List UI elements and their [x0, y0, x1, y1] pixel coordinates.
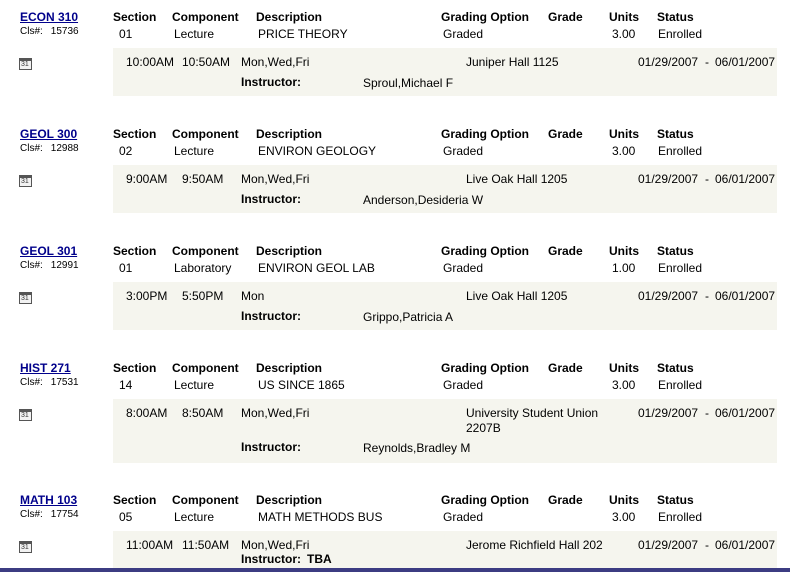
header-grading-option: Grading Option [441, 361, 529, 375]
instructor-label: Instructor: [241, 309, 301, 323]
header-section: Section [113, 493, 157, 507]
meeting-row [113, 48, 777, 96]
calendar-icon[interactable]: 31 [19, 292, 32, 304]
component-value: Lecture [174, 510, 215, 524]
date-separator: - [705, 55, 709, 69]
description-value: ENVIRON GEOL LAB [258, 261, 375, 275]
end-date: 06/01/2007 [715, 172, 776, 186]
description-value: PRICE THEORY [258, 27, 348, 41]
header-units: Units [609, 244, 639, 258]
days: Mon,Wed,Fri [241, 55, 310, 69]
instructor-name: Grippo,Patricia A [363, 310, 454, 324]
calendar-icon[interactable]: 31 [19, 175, 32, 187]
header-grading-option: Grading Option [441, 10, 529, 24]
grading-value: Graded [443, 27, 484, 41]
class-number: Cls#: 12991 [20, 260, 79, 271]
header-component: Component [172, 127, 239, 141]
start-date: 01/29/2007 [638, 406, 699, 420]
status-value: Enrolled [658, 378, 703, 392]
header-grading-option: Grading Option [441, 244, 529, 258]
date-separator: - [705, 172, 709, 186]
instructor-label: Instructor: [241, 75, 301, 89]
meeting-row [113, 399, 777, 463]
start-date: 01/29/2007 [638, 55, 699, 69]
header-grade: Grade [548, 493, 583, 507]
header-component: Component [172, 10, 239, 24]
class-number: Cls#: 17531 [20, 377, 79, 388]
units-value: 1.00 [612, 261, 636, 275]
end-date: 06/01/2007 [715, 406, 776, 420]
instructor-label: Instructor: [241, 192, 301, 206]
header-grade: Grade [548, 244, 583, 258]
days: Mon,Wed,Fri [241, 538, 310, 552]
description-value: ENVIRON GEOLOGY [258, 144, 377, 158]
meeting-row [113, 165, 777, 213]
units-value: 3.00 [612, 27, 636, 41]
instructor-label: Instructor: [241, 552, 301, 566]
description-value: US SINCE 1865 [258, 378, 345, 392]
status-value: Enrolled [658, 510, 703, 524]
class-number: Cls#: 15736 [20, 26, 79, 37]
section-value: 05 [119, 510, 133, 524]
days: Mon [241, 289, 265, 303]
description-value: MATH METHODS BUS [258, 510, 383, 524]
bottom-border [0, 568, 790, 572]
course-link[interactable]: HIST 271 [20, 361, 71, 375]
status-value: Enrolled [658, 27, 703, 41]
room: University Student Union [466, 406, 599, 420]
meeting-row [113, 531, 777, 572]
start-time: 11:00AM [126, 538, 174, 552]
header-units: Units [609, 127, 639, 141]
meeting-row [113, 282, 777, 330]
instructor-name: Anderson,Desideria W [363, 193, 484, 207]
instructor-name: TBA [307, 552, 332, 566]
room: Jerome Richfield Hall 202 [466, 538, 603, 552]
section-value: 01 [119, 261, 133, 275]
end-date: 06/01/2007 [715, 538, 776, 552]
end-time: 10:50AM [182, 55, 231, 69]
header-section: Section [113, 244, 157, 258]
header-component: Component [172, 361, 239, 375]
days: Mon,Wed,Fri [241, 172, 310, 186]
calendar-icon[interactable]: 31 [19, 541, 32, 553]
units-value: 3.00 [612, 144, 636, 158]
header-section: Section [113, 10, 157, 24]
instructor-name: Reynolds,Bradley M [363, 441, 471, 455]
section-value: 02 [119, 144, 133, 158]
instructor-label: Instructor: [241, 440, 301, 454]
header-description: Description [256, 244, 323, 258]
grading-value: Graded [443, 261, 484, 275]
days: Mon,Wed,Fri [241, 406, 310, 420]
instructor-name: Sproul,Michael F [363, 76, 454, 90]
header-section: Section [113, 127, 157, 141]
status-value: Enrolled [658, 261, 703, 275]
header-status: Status [657, 127, 694, 141]
end-time: 9:50AM [182, 172, 224, 186]
section-value: 01 [119, 27, 133, 41]
course-link[interactable]: GEOL 300 [20, 127, 78, 141]
header-units: Units [609, 10, 639, 24]
room-line2: 2207B [466, 421, 501, 435]
room: Live Oak Hall 1205 [466, 172, 568, 186]
course-link[interactable]: GEOL 301 [20, 244, 78, 258]
room: Live Oak Hall 1205 [466, 289, 568, 303]
course-link[interactable]: ECON 310 [20, 10, 79, 24]
start-date: 01/29/2007 [638, 289, 699, 303]
grading-value: Graded [443, 378, 484, 392]
start-time: 10:00AM [126, 55, 175, 69]
status-value: Enrolled [658, 144, 703, 158]
end-date: 06/01/2007 [715, 55, 776, 69]
end-time: 5:50PM [182, 289, 224, 303]
header-status: Status [657, 361, 694, 375]
end-date: 06/01/2007 [715, 289, 776, 303]
header-description: Description [256, 493, 323, 507]
header-units: Units [609, 361, 639, 375]
units-value: 3.00 [612, 510, 636, 524]
date-separator: - [705, 538, 709, 552]
date-separator: - [705, 406, 709, 420]
class-number: Cls#: 12988 [20, 143, 79, 154]
header-status: Status [657, 244, 694, 258]
calendar-icon[interactable]: 31 [19, 58, 32, 70]
start-date: 01/29/2007 [638, 172, 699, 186]
units-value: 3.00 [612, 378, 636, 392]
class-number: Cls#: 17754 [20, 509, 79, 520]
calendar-icon[interactable]: 31 [19, 409, 32, 421]
start-time: 8:00AM [126, 406, 168, 420]
header-component: Component [172, 244, 239, 258]
end-time: 8:50AM [182, 406, 224, 420]
date-separator: - [705, 289, 709, 303]
section-value: 14 [119, 378, 133, 392]
header-grading-option: Grading Option [441, 493, 529, 507]
component-value: Laboratory [174, 261, 232, 275]
header-grade: Grade [548, 127, 583, 141]
header-units: Units [609, 493, 639, 507]
course-link[interactable]: MATH 103 [20, 493, 78, 507]
component-value: Lecture [174, 27, 215, 41]
header-status: Status [657, 10, 694, 24]
start-time: 9:00AM [126, 172, 168, 186]
start-date: 01/29/2007 [638, 538, 699, 552]
header-grade: Grade [548, 10, 583, 24]
component-value: Lecture [174, 144, 215, 158]
header-description: Description [256, 361, 323, 375]
header-grade: Grade [548, 361, 583, 375]
end-time: 11:50AM [182, 538, 230, 552]
room: Juniper Hall 1125 [466, 55, 559, 69]
start-time: 3:00PM [126, 289, 168, 303]
header-status: Status [657, 493, 694, 507]
header-component: Component [172, 493, 239, 507]
component-value: Lecture [174, 378, 215, 392]
header-description: Description [256, 10, 323, 24]
header-section: Section [113, 361, 157, 375]
header-grading-option: Grading Option [441, 127, 529, 141]
grading-value: Graded [443, 144, 484, 158]
grading-value: Graded [443, 510, 484, 524]
header-description: Description [256, 127, 323, 141]
